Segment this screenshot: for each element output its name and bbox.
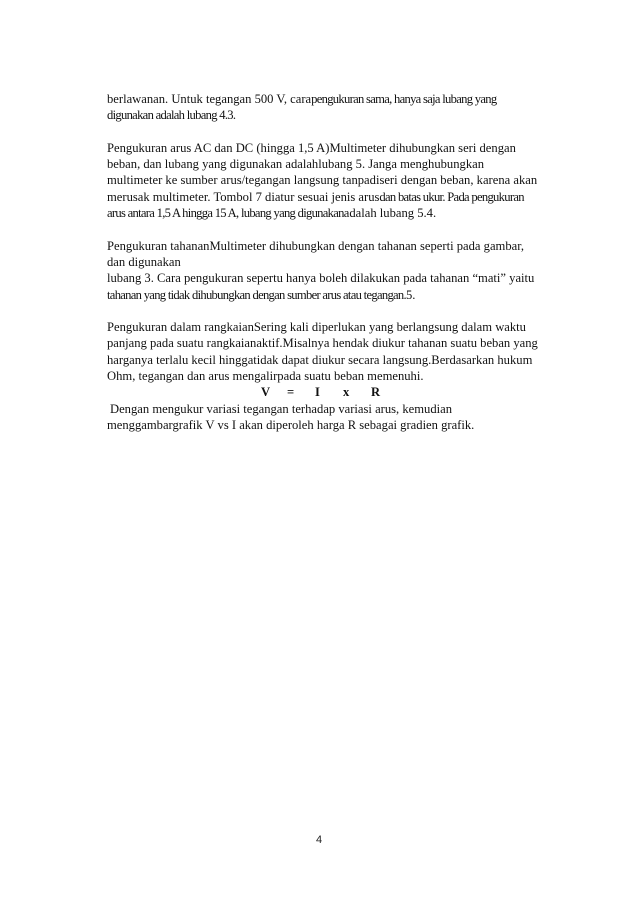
formula-r: R xyxy=(371,385,381,400)
p2-line-5 xyxy=(107,205,557,221)
p1-line-2: digunakan adalah lubang 4.3. xyxy=(107,108,236,123)
p3-line-4 xyxy=(107,287,557,303)
paragraph-gap xyxy=(107,221,557,237)
formula-equals: = xyxy=(287,385,295,400)
paragraph-gap xyxy=(107,303,557,319)
p3-line-1: Pengukuran tahananMultimeter dihubungkan dengan tahanan seperti pada gambar, xyxy=(107,238,525,253)
ohm-law-formula xyxy=(107,384,557,400)
p3-line-4-text: 5. xyxy=(405,287,416,302)
paragraph-gap xyxy=(107,124,557,140)
p3-line-4-condensed-text: tahanan yang tidak dihubungkan dengan sumber arus atau tegangan. xyxy=(107,287,406,302)
document-body xyxy=(107,91,557,433)
p4-line-1: Pengukuran dalam rangkaianSering kali diperlukan yang berlangsung dalam waktu xyxy=(107,320,526,335)
p4-line-5: Dengan mengukur variasi tegangan terhadap variasi arus, kemudian xyxy=(110,401,453,416)
p4-line-6: menggambargrafik V vs I akan diperoleh harga R sebagai gradien grafik. xyxy=(107,417,475,432)
p1-line-1 xyxy=(107,91,557,107)
p1-line-1-text: berlawanan. Untuk tegangan 500 V, cara xyxy=(107,92,312,106)
p2-line-5-text: adalah lubang 5.4. xyxy=(343,206,437,221)
p2-line-5-condensed-text: arus antara 1,5 A hingga 15 A, lubang yang digunakan xyxy=(107,206,344,221)
page-number: 4 xyxy=(315,834,323,846)
p2-line-4-text: merusak multimeter. Tombol 7 diatur sesuai jenis arus xyxy=(107,189,380,204)
p1-line-1-condensed-text: pengukuran sama, hanya saja lubang yang xyxy=(311,92,497,106)
p4-line-3: harganya terlalu kecil hinggatidak dapat diukur secara langsung.Berdasarkan hukum xyxy=(107,352,533,367)
p3-line-3: lubang 3. Cara pengukuran sepertu hanya boleh dilakukan pada tahanan “mati” yaitu xyxy=(107,271,535,286)
p4-line-2: panjang pada suatu rangkaianaktif.Misalnya hendak diukur tahanan suatu beban yang xyxy=(107,336,538,351)
formula-i: I xyxy=(315,385,320,400)
p3-line-2: dan digunakan xyxy=(107,254,181,269)
p2-line-2: beban, dan lubang yang digunakan adalahlubang 5. Janga menghubungkan xyxy=(107,157,485,172)
p2-line-3: multimeter ke sumber arus/tegangan langsung tanpadiseri dengan beban, karena akan xyxy=(107,173,538,188)
formula-times: x xyxy=(343,385,350,400)
formula-v: V xyxy=(261,385,271,400)
p2-line-1: Pengukuran arus AC dan DC (hingga 1,5 A)Multimeter dihubungkan seri dengan xyxy=(107,140,516,155)
p2-line-4-condensed-text: dan batas ukur. Pada pengukuran xyxy=(379,189,524,204)
p2-line-4 xyxy=(107,189,557,205)
p4-line-4: Ohm, tegangan dan arus mengalirpada suatu beban memenuhi. xyxy=(107,369,424,384)
